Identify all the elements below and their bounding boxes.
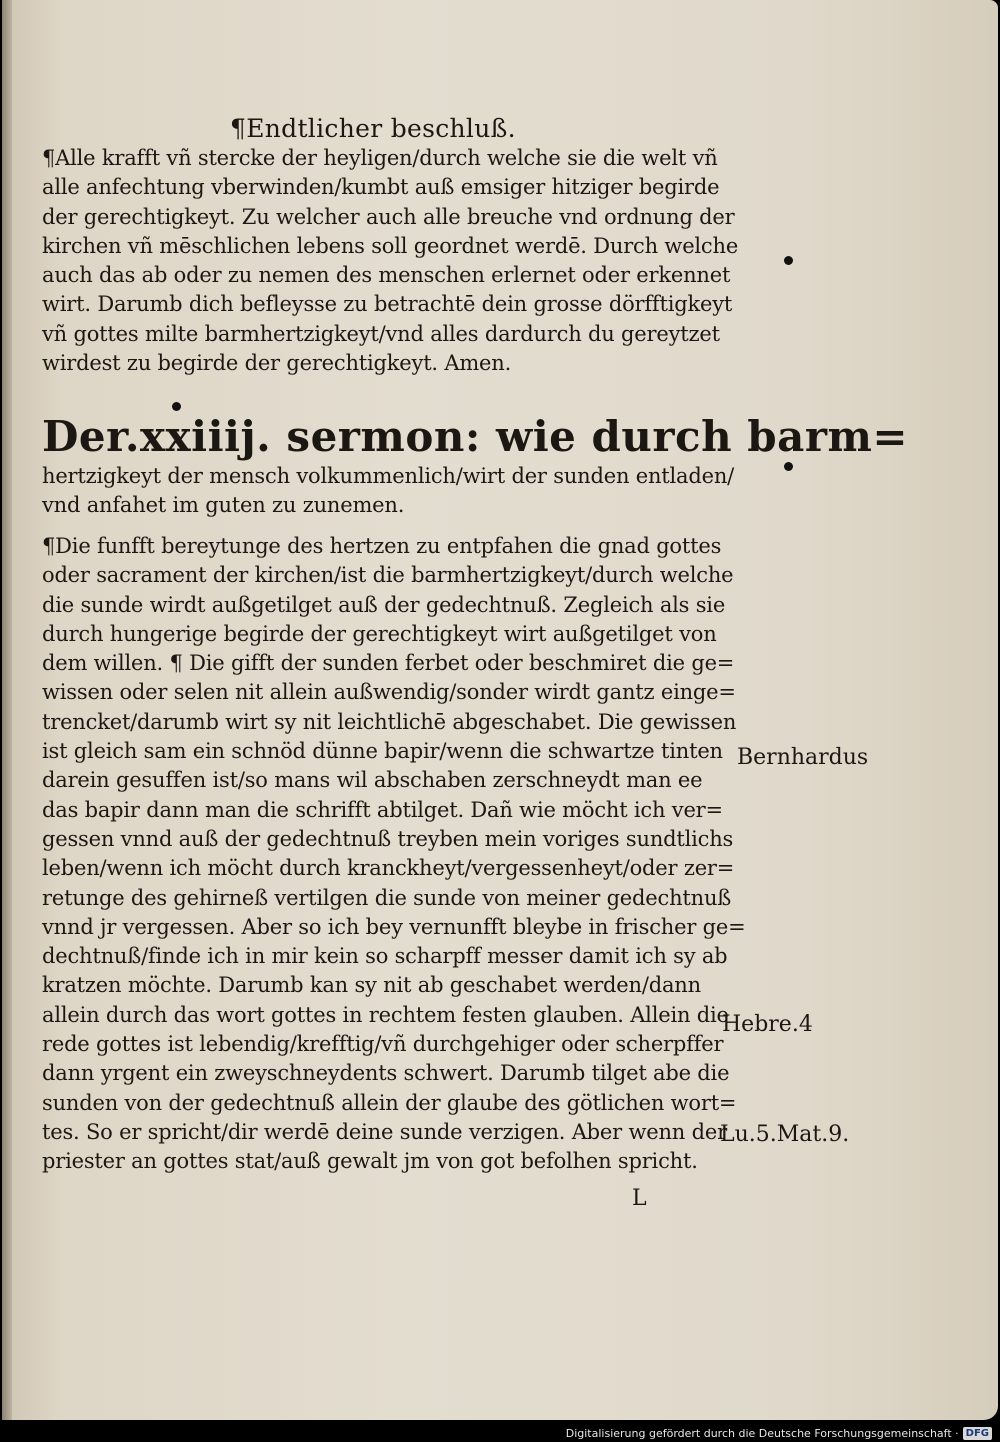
text-line: ist gleich sam ein schnöd dünne bapir/wenn die schwartze tinten — [42, 739, 723, 764]
digitization-footer — [566, 1425, 992, 1441]
text-line: vñ gottes milte barmhertzigkeyt/vnd alles dardurch du gereytzet — [42, 321, 720, 346]
closing-paragraph — [42, 144, 738, 378]
section-heading: ¶Endtlicher beschluß. — [230, 114, 516, 143]
dfg-logo-icon: DFG — [963, 1427, 992, 1440]
text-line: retunge des gehirneß vertilgen die sunde von meiner gedechtnuß — [42, 885, 732, 910]
text-line: sunden von der gedechtnuß allein der glaube des götlichen wort= — [42, 1090, 737, 1115]
text-line: hertzigkeyt der mensch volkummenlich/wirt der sunden entladen/ — [42, 464, 735, 488]
text-line: wirt. Darumb dich befleysse zu betrachtē dein grosse dörfftigkeyt — [42, 292, 733, 317]
text-line: durch hungerige begirde der gerechtigkeyt wirt außgetilget von — [42, 621, 717, 646]
text-line: der gerechtigkeyt. Zu welcher auch alle breuche vnd ordnung der — [42, 204, 735, 229]
text-line: rede gottes ist lebendig/krefftig/vñ durchgehiger oder scherpffer — [42, 1032, 724, 1057]
text-line: ¶Alle krafft vñ stercke der heyligen/durch welche sie die welt vñ — [42, 146, 718, 170]
page-binding-edge — [2, 0, 12, 1420]
book-page — [2, 0, 998, 1420]
sermon-subtitle — [42, 462, 734, 521]
ink-dot — [784, 462, 793, 471]
text-line: alle anfechtung vberwinden/kumbt auß emsiger hitziger begirde — [42, 175, 720, 200]
text-line: die sunde wirdt außgetilget auß der gedechtnuß. Zegleich als sie — [42, 592, 726, 617]
text-line: dem willen. ¶ Die gifft der sunden ferbet oder beschmiret die ge= — [42, 651, 735, 676]
ink-dot — [784, 256, 793, 265]
text-line: auch das ab oder zu nemen des menschen erlernet oder erkennet — [42, 263, 731, 288]
text-line: kirchen vñ mēschlichen lebens soll geordnet werdē. Durch welche — [42, 233, 739, 258]
text-line: dann yrgent ein zweyschneydents schwert. Darumb tilget abe die — [42, 1061, 730, 1086]
text-line: tes. So er spricht/dir werdē deine sunde verzigen. Aber wenn der — [42, 1119, 727, 1144]
text-line: trencket/darumb wirt sy nit leichtlichē abgeschabet. Die gewissen — [42, 709, 737, 734]
text-line: darein gesuffen ist/so mans wil abschaben zerschneydt man ee — [42, 768, 703, 793]
signature-mark: L — [632, 1186, 647, 1211]
text-line: ¶Die funfft bereytunge des hertzen zu entpfahen die gnad gottes — [42, 534, 722, 558]
text-line: dechtnuß/finde ich in mir kein so scharpff messer damit ich sy ab — [42, 944, 728, 969]
footer-credit: Digitalisierung gefördert durch die Deutsche Forschungsgemeinschaft · — [565, 1426, 959, 1440]
text-line: das bapir dann man die schrifft abtilget. Dañ wie möcht ich ver= — [42, 797, 723, 822]
text-line: priester an gottes stat/auß gewalt jm von got befolhen spricht. — [42, 1149, 698, 1174]
text-line: allein durch das wort gottes in rechtem festen glauben. Allein die — [42, 1002, 729, 1027]
margin-note: Lu.5.Mat.9. — [720, 1122, 850, 1147]
text-line: vnnd jr vergessen. Aber so ich bey vernunfft bleybe in frischer ge= — [42, 914, 746, 939]
text-line: leben/wenn ich möcht durch kranckheyt/vergessenheyt/oder zer= — [42, 856, 735, 881]
text-line: vnd anfahet im guten zu zunemen. — [42, 493, 405, 518]
sermon-title: Der.xxiiij. sermon: wie durch barm= — [42, 412, 909, 461]
text-line: wirdest zu begirde der gerechtigkeyt. Amen. — [42, 351, 512, 376]
ink-dot — [172, 402, 181, 411]
sermon-body — [42, 532, 746, 1177]
margin-note: Bernhardus — [737, 745, 869, 770]
text-line: gessen vnnd auß der gedechtnuß treyben mein voriges sundtlichs — [42, 826, 734, 851]
margin-note: Hebre.4 — [722, 1012, 813, 1037]
text-line: kratzen möchte. Darumb kan sy nit ab geschabet werden/dann — [42, 973, 701, 998]
text-line: oder sacrament der kirchen/ist die barmhertzigkeyt/durch welche — [42, 563, 734, 588]
text-line: wissen oder selen nit allein außwendig/sonder wirdt gantz einge= — [42, 680, 736, 705]
